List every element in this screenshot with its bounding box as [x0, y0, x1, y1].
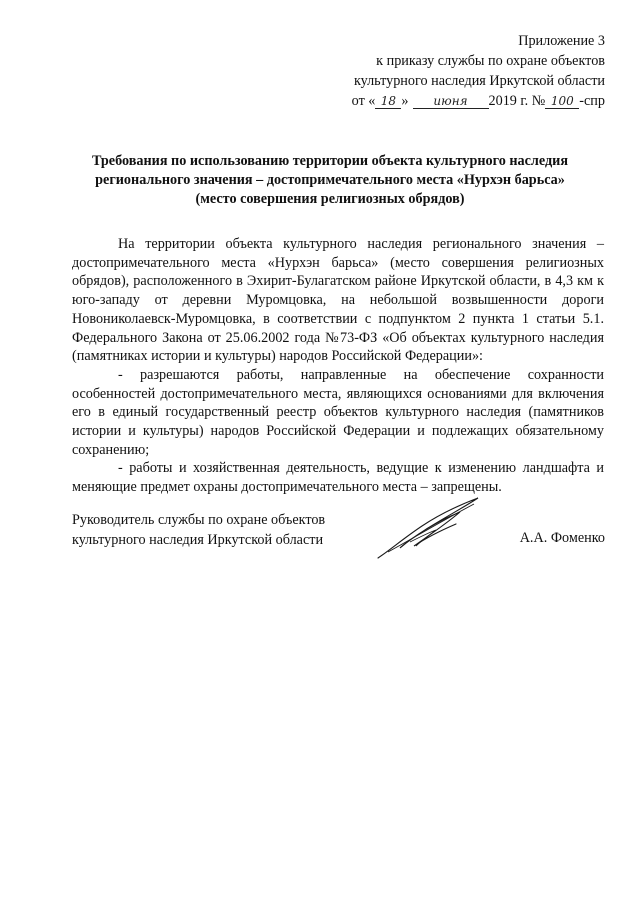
- permitted-works-item: - разрешаются работы, направленные на обеспечение сохранности особенностей достопримечательного места, являющихся основаниями для включения его в единый государственный реестр объектов культурного наследия (памятников истории и культуры) народов Российской Федерации и подлежащих обязательному сохранению;: [72, 366, 604, 458]
- handwritten-month: июня: [413, 94, 489, 109]
- order-suffix: -спр: [579, 93, 605, 109]
- date-prefix: от «: [351, 93, 376, 109]
- title-line-2: регионального значения – достопримечательного места «Нурхэн барьса»: [95, 172, 565, 188]
- date-day-close: »: [401, 93, 409, 109]
- position-line-1: Руководитель службы по охране объектов: [72, 512, 326, 528]
- handwritten-day: 18: [375, 94, 401, 109]
- prohibited-works-item: - работы и хозяйственная деятельность, ведущие к изменению ландшафта и меняющие предмет охраны достопримечательного места – запрещены.: [72, 460, 604, 496]
- position-line-2: культурного наследия Иркутской области: [72, 532, 324, 548]
- handwritten-signature: [370, 492, 490, 564]
- appendix-number: Приложение 3: [518, 33, 605, 49]
- document-body: [72, 235, 604, 497]
- title-line-1: Требования по использованию территории объекта культурного наследия: [91, 153, 569, 169]
- signatory-position: [72, 510, 325, 550]
- order-reference: к приказу службы по охране объектов: [376, 53, 605, 69]
- signatory-name: А.А. Фоменко: [519, 530, 605, 546]
- date-year: 2019 г. №: [488, 93, 546, 109]
- intro-paragraph: На территории объекта культурного наследия регионального значения – достопримечательного места «Нурхэн барьса» (место совершения религиозных обрядов), расположенного в Эхирит-Булагатском районе Иркутской области, в 4,3 км к юго-западу от деревни Муромцовка, на небольшой возвышенности дороги Новониколаевск-Муромцовка, в соответствии с подпунктом 2 пункта 1 статьи 5.1. Федерального Закона от 25.06.2002 года №73-ФЗ «Об объектах культурного наследия (памятниках истории и культуры) народов Российской Федерации»:: [72, 236, 604, 365]
- order-date-line: [352, 91, 605, 111]
- issuing-authority: культурного наследия Иркутской области: [353, 73, 605, 89]
- document-title: [60, 152, 600, 209]
- appendix-header: [352, 31, 605, 111]
- title-line-3: (место совершения религиозных обрядов): [195, 191, 465, 207]
- handwritten-order-number: 100: [545, 94, 579, 109]
